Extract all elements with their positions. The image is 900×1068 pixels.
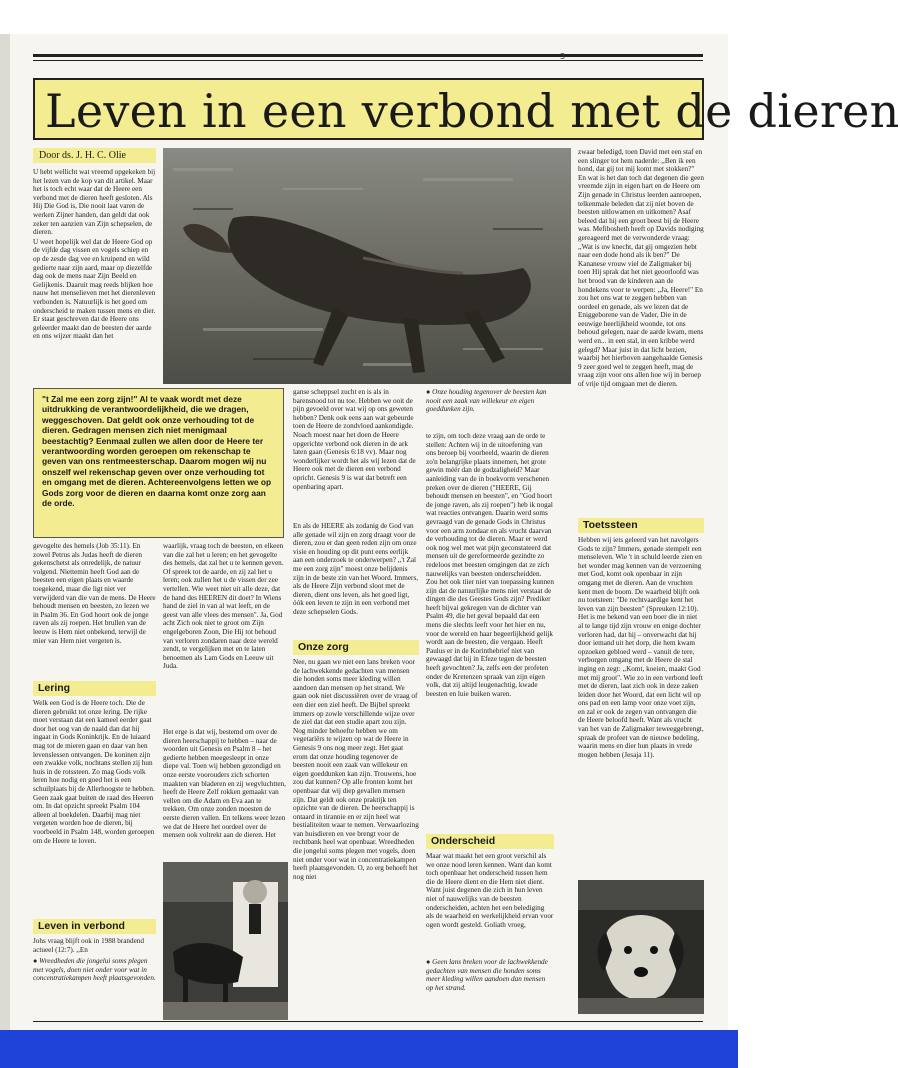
onze-zorg-text: Nee, nu gaan we niet een lans breken voor de lachwekkende gedachten van mensen die honden soms meer kleding willen aandoen dan mensen op het strand. We gaan ook niet discussiëren over de vraag of een dier een ziel heeft. De Bijbel spreekt immers op zowle verschillende wijze over de ziel dat dat een studie apart zou zijn. Nog minder behoefte hebben we om vegetariërs te wijzen op wat de Heere in Genesis 9 ons nog meer zegt. Het gaat erom dat onze houding tegenover de beesten nooit een zaak van willekeur en eigen goeddunken kan zijn. Trouwens, hoe zou dat kunnen? Op alle fronten komt het openbaar dat wij diep gevallen mensen zijn. Dat geldt ook onze praktijk ten opzichte van de dieren. De heerschappij is ontaard in tirannie en er zijn heel wat bestialiteiten waar te nemen. Verwaarlozing van huisdieren en vee brengt voor de rechtbank heel wat openbaar. Wreedheden die jongelui soms plegen met vogels, doen niet onder voor wat in concentratiekampen heeft plaatsgevonden. O, zo erg behoeft het nog niet [293, 658, 419, 881]
photo-graphic [163, 148, 571, 384]
photo-dog [578, 880, 704, 1014]
intro-column [33, 168, 157, 384]
verbond-text: Johs vraag blijft ook in 1988 brandend actueel (12:7). ,,En [33, 937, 144, 954]
bullet-dot: ● [426, 388, 433, 396]
column-4-caption [426, 388, 554, 428]
page-number: 3 [560, 52, 566, 61]
byline: Door ds. J. H. C. Olie [33, 148, 156, 163]
pull-quote-box: "t Zal me een zorg zijn!" Al te vaak wordt met deze uitdrukking de verantwoordelijkheid, die we dragen, weggeschoven. Dat geldt ook onze verhouding tot de dieren. Gedragen mensen zich niet menigmaal beestachtig? Eenmaal zullen we allen door de Heere ter verantwoording worden geroepen om rekenschap te geven van ons rentmeesterschap. Daarom mogen wij nu onszelf wel rekenschap geven over onze verhouding tot en omgang met de dieren. Achtereenvolgens letten we op Gods zorg voor de dieren en daarna komt onze zorg aan de orde. [33, 388, 284, 538]
lering-text: Welk een God is de Heere toch. Die de dieren gebruikt tot onze lering. De rijke moet verstaan dat een kameel eerder gaat door het oog van de naald dan dat hij ingaat in Gods Koninkrijk. En de luiaard mag tot de mieren gaan en daar van hen levenslessen ontvangen. De koninen zijn een zwakke volk, nochtans stellen zij hun huis in de rotssteen. Zo mag Gods volk leren hoe nodig en goed het is een schuilplaats bij de Allerhoogste te hebben. Geen zaak gaat buiten de raad des Heeren om. In dat opzicht spreekt Psalm 104 alleen al boekdelen. Daarbij mag niet vergeten worden hoe de dieren, bij voorbeeld in Psalm 148, worden geroepen om de Heere te loven. [33, 699, 155, 845]
verbond-caption-text: Wreedheden die jongelui soms plegen met vogels, doen niet onder voor wat in concentratiekampen heeft plaatsgevonden. [33, 957, 156, 983]
subhead-toetssteen: Toetssteen [578, 518, 704, 533]
dog-photo-graphic [578, 880, 704, 1014]
main-photo-dead-horse [163, 148, 571, 384]
page-edge [0, 34, 10, 1036]
column-2-text-b: Het erge is dat wij, bestemd om over de dieren heerschappij te hebben – naar de woorden uit Genesis en Psalm 8 – het gedierte hebben meegesleept in onze diepe val. Toen wij hebben gezondigd en onze eerste voorouders zich schorten maakten van bladeren en zij wegvluchtten, heeft de Heere Zelf rokken gemaakt van vellen om die Adam en Eva aan te trekken. Om onze zonden moesten de eerste dieren vallen. En telkens weer lezen we dat de Heere het oordeel over de mensen ook voltrekt aan de dieren. Het [163, 728, 286, 840]
subhead-onze-zorg: Onze zorg [293, 640, 419, 655]
intro-paragraph-1: U hebt wellicht wat vreemd opgekeken bij het lezen van de kop van dit artikel. Maar het is toch echt waar dat de Heere een verbond met de dieren heeft gesloten. Als Hij Die God is, Die nooit laat varen de werken Zijner handen, dan geldt dat ook zeker ten aanzien van Zijn schepselen, de dieren. [33, 168, 156, 237]
intro-paragraph-2: U weet hopelijk wel dat de Heere God op de vijfde dag vissen en vogels schiep en op de zesde dag vee en kruipend en wild gedierte naar zijn aard, maar op diezelfde dag ook de mens naar Zijn Beeld en Gelijkenis. Daaruit mag reeds blijken hoe nauw het menselieven met het dierenleven verbonden is. Natuurlijk is het goed om onderscheid te maken tussen mens en dier. Er staat geschreven dat de Heere ons geleerder maakt dan de beesten der aarde en ons wijzer maakt dan het [33, 237, 156, 341]
bullet-dot: ● [33, 957, 40, 965]
toetssteen-text: Hebben wij iets geleerd van het navolgers Gods te zijn? Immers, genade stempelt een menseleven. Wie 't in schuld leerde zien en het wonder mag kennen van de verzoening met God, komt ook openbaar in zijn omgang met de dieren. Aan de vruchten kent men de boom. De waarheid blijft ook nu toetsteen: "De rechtvaardige kent het leven van zijn beesten" (Spreuken 12:10). Het is me bekend van een boer die in niet al te lange tijd zijn vrouw en enige dochter verloren had, dat hij – onverwacht dat hij door iemand uit het dorp, die hem kwam opzoeken gebloed werd – vanuit de tere, verborgen omgang met de Heere de stal inging en zegt: ,,Komt, koeien, maakt God met mij groot". Wie zo in een verbond leeft met de dieren, laat zich ook in deze zaken leiden door het Woord, dat een licht wil op ons pad en een lamp voor onze voet zijn, en zal er ook de zegen van ontvangen die de Heere beloofd heeft. Want als vrucht van het van de Zaligmaker teweeggebrengt, spraak de profeet van de nieuwe bedeling, waarin mens en dier hun plaats in vrede mogen hebben (Jesaja 11). [578, 536, 704, 759]
column-3-text-b: En als de HEERE als zodanig de God van alle genade wil zijn en zorg draagt voor de dieren, zou er dan geen reden zijn om onze visie en houding op dit punt eens eerlijk aan een onderzoek te onderwerpen? ,,'t Zal me een zorg zijn" moest onze belijdenis zijn in de beste zin van het Woord. Immers, als de Heere Zijn verbond sloot met de dieren, dient ons leven, als het goed ligt, óók een leven te zijn in een verbond met deze schepselen Gods. [293, 522, 419, 616]
column-2-text: waarlijk, vraag toch de beesten, en elkeen van die zal het u leren; en het gevogelte des hemels, dat zal het u te kennen geven. Of spreek tot de aarde, en zij zal het u leren; ook zullen het u de vissen der zee vertellen. Wie weet niet uit alle deze, dat de hand des HEEREN dit doet? In Wiens hand de ziel in van al wat leeft, en de geest van alle vlees des mensen". Ja, God acht Zich ook niet te groot om Zijn engelgeboren Zoon, Die Hij tot behoud van verloren zondaren naar deze wereld zendt, te vergelijken met en te laten benoemen als Lam Gods en Leeuw uit Juda. [163, 542, 284, 671]
headline-box [33, 78, 900, 140]
column-4-text: te zijn, om toch deze vraag aan de orde te stellen: Achten wij in de uitoefening van ons beroep bij voorbeeld, waarin de dieren zo'n belangrijke plaats innemen, het grote gewin méér dan de godzaligheid? Maar aanleiding van de in boekvorm verschenen preken over de dieren ("HEERE, Gij behoudt mensen en beesten", en "God hoort de jonge raven, als zij roepen") heb ik nogal wat reacties ontvangen. Daarin werd soms gevraagd van de genade Gods in Christus voor een arm zondaar en als vrucht daarvan de verhouding tot de dieren. Maar er werd ook nog wel met wat pijn geconstateerd dat mensen uit de gereformeerde gezindte zo redeloos met beesten omgingen dat ze zich nauwelijks van beesten onderscheidden. Zou het ook tiier niet van toepassing kunnen zijn dat de natuurlijke mens niet verstaat de dingen die des Geestes Gods zijn? Prediker heeft bijvai gekregen van de dichter van Psalm 49, die het geval bepaald dat een mens die slechts leeft voor het hier en nu, voor de wereld en haar begeerlijkheid gelijk wordt aan de beesten, die vergaan. Heeft Paulus er in de Korinthebrief niet van gewaagd dat hij in Efeze tegen de beesten heeft gevochten? Ja, zelfs een der profeten onder de Kretenzen spraak van zijn eigen volk, dat zij altijd leugenachtig, kwade beesten en luie buiken waren. [426, 432, 554, 698]
top-rule-thin [33, 60, 703, 61]
column-5-text: zwaar beledigd, toen David met een staf en een slinger tot hem naderde: ,,Ben ik een hond, dat gij tot mij komt met stokken?" En wat is het dan toch dat degenen die geen vreemde zijn in eigen hart en de Heere om Zijn genade in Christus leerden aanroepen, telkenmale beleden dat zij niet boven de beesten uitlowamen en uitkomen? Asaf beleed dat hij een groot beest bij de Heere was. Mefibosheth heeft op Davids nodiging gereageerd met de verwonderde vraag: ,,Wat is uw knecht, dat gij omgezien hebt naar een dode hond als ik ben?" De Kananese vrouw viel de Zaligmaker bij toen Hij sprak dat het niet geoorloofd was het brood van de kinderen aan de hondekens voor te werpen: ,,Ja, Heere!" En zou het ons wat te zeggen hebben van oordeel en genade, als we lezen dat de Eniggeborene van de Vader, Die in de eeuwige heerlijkheid woonde, tot ons behoud gelegen, naar de aarde kwam, mens werd en... in een stal, in een kribbe werd gelegd? Maar juist in dat licht bezien, waarbij het hierboven aangehaalde Genesis 9 zeer goed wel te zeggen heeft, mag de vraag zijn voor ons allen hoe wij in beroep of vrije tijd omgaan met de dieren. [578, 148, 704, 389]
subhead-leven-in-verbond: Leven in verbond [33, 919, 156, 934]
vet-photo-graphic [163, 862, 288, 1020]
column-4-caption-b [426, 958, 554, 1016]
verbond-caption [33, 957, 156, 1017]
bottom-rule [33, 1021, 703, 1022]
subhead-onderscheid: Onderscheid [426, 834, 554, 849]
photo-dog-with-vet [163, 862, 288, 1020]
onderscheid-text: Maar wat maakt het een groot verschil als we onze nood leren kennen. Want dan komt toch openbaar het onderscheid tussen hem die de Heere dient en die Hem niet dient. Want juist degenen die zich in hun leven niet of nauwelijks van de beesten onderscheiden, achten het een belediging als de waarheid en werkelijkheid ervan voor ogen wordt gesteld. Goliath vroeg, [426, 852, 554, 929]
bullet-dot: ● [426, 958, 433, 966]
column-4-caption-text: Onze houding tegenover de beesten kan nooit een zaak van willekeur en eigen goeddunken zijn. [426, 388, 547, 414]
column-4-caption-b-text: Geen lans breken voor de lachwekkende gedachten van mensen die honden soms meer kleding willen aandoen dan mensen op het strand. [426, 958, 548, 992]
page-title: Leven in een verbond met de dieren [45, 84, 900, 138]
subhead-lering: Lering [33, 681, 156, 696]
background-strip [0, 1030, 738, 1068]
column-3-text: ganse scheppsel zucht en is als in barensnood tot nu toe. Hebben we ooit de pijn gevoeld over wat wij op ons geweten hebben? Denk ook eens aan wat gebeurde toen de Heere de zondvloed aankondigde. Noach moest naar het doen de Heere opgerichte verbond ook dieren in de ark laten gaan (Genesis 6:18 vv). Maar nog wonderlijker wordt het als wij lezen dat de Heere ook met de dieren een verbond opricht. Genesis 9 is wat dat betreft een openbaring apart. [293, 388, 416, 491]
top-rule [33, 54, 703, 57]
column-1-lower: gevogelte des hemels (Job 35:11). En zowel Petrus als Judas heeft de dieren gekenschetst als onredelijk, de natuur volgend. Niettemin heeft God aan de beesten een eigen plaats en waarde toegekend, maar die ligt niet ver verwijderd van die van de mens. De Heere behoudt mensen en beesten, zo lezen we in Psalm 36. En God hoort ook de jonge raven als zij roepen. Het brullen van de leeuw is Hem niet onbekend, terwijl de mier van Hem niet vergeten is. [33, 542, 156, 645]
